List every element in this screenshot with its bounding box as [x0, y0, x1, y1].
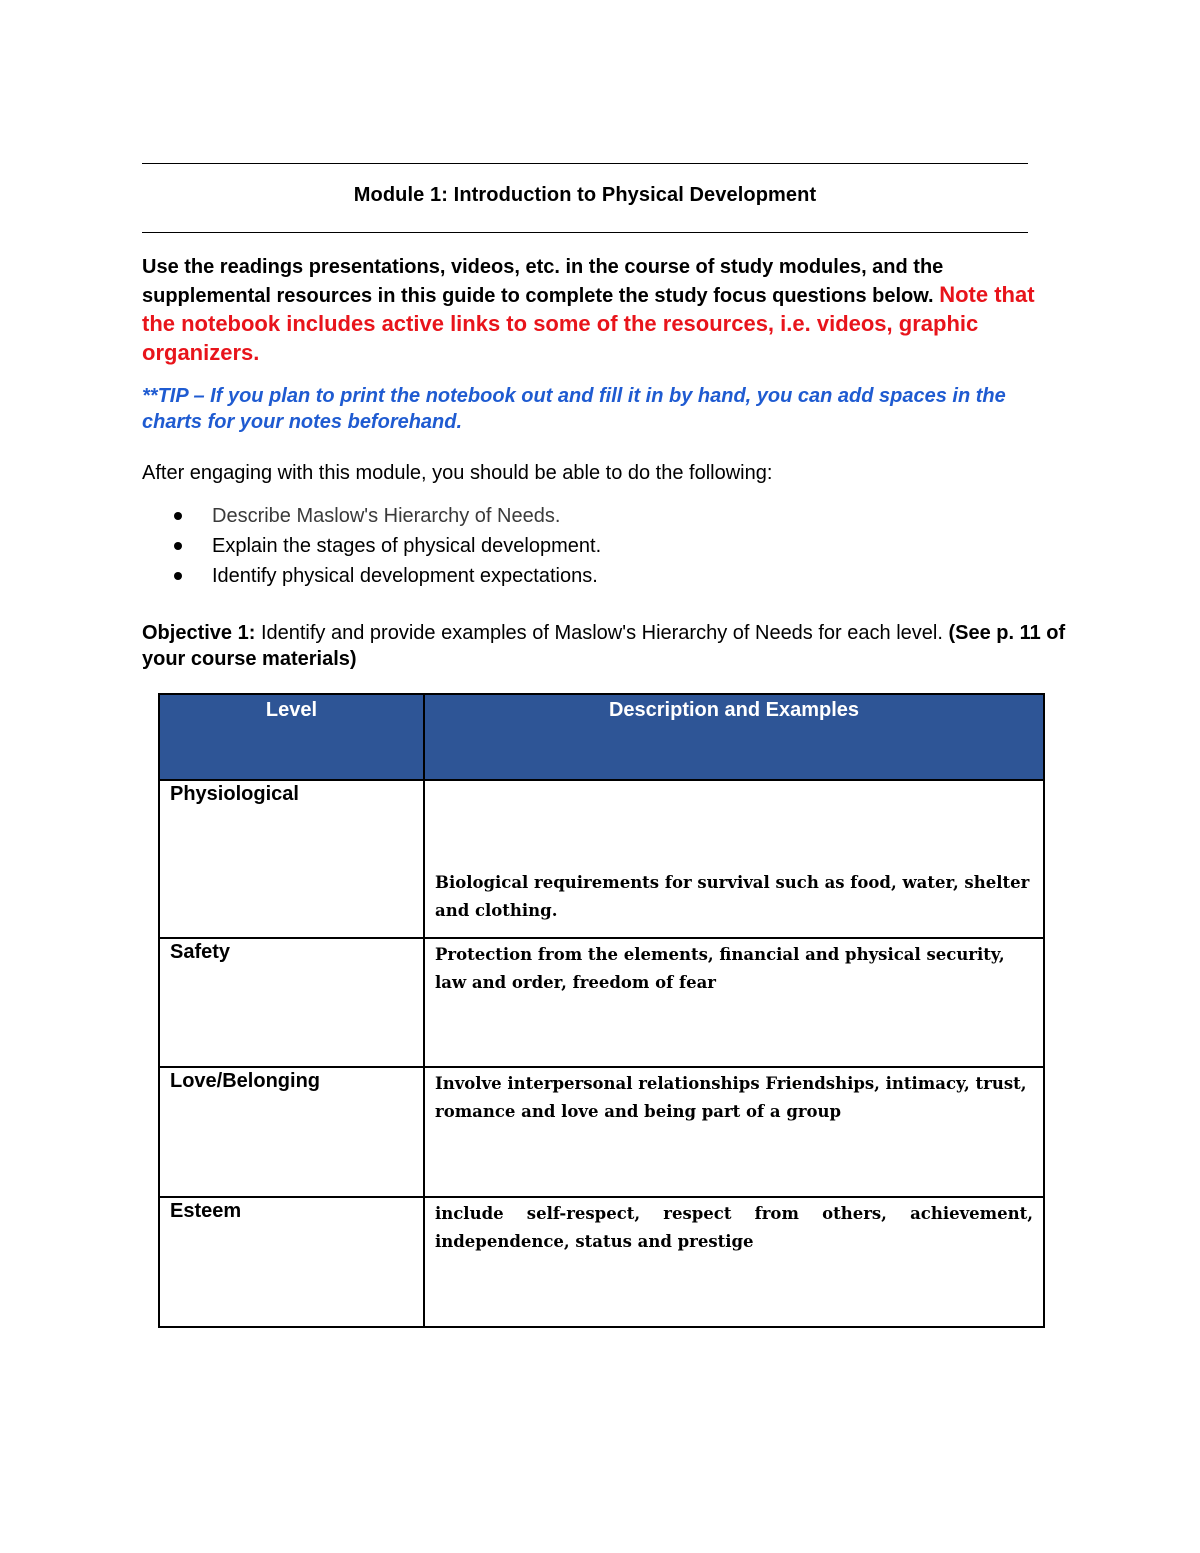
level-cell: Safety — [159, 938, 424, 1067]
table-row — [159, 938, 1044, 1067]
bullet-icon — [174, 572, 182, 580]
description-cell: Involve interpersonal relationships Friendships, intimacy, trust, romance and love and being part of a group — [424, 1067, 1044, 1197]
list-item-text: Identify physical development expectations. — [212, 565, 598, 587]
header-level: Level — [159, 694, 424, 780]
list-item — [142, 503, 601, 533]
objectives-intro: After engaging with this module, you should be able to do the following: — [142, 462, 773, 484]
list-item — [142, 563, 601, 593]
objective-label: Objective 1: — [142, 622, 256, 644]
bullet-icon — [174, 512, 182, 520]
objective-reference: (See p. 11 of your course materials) — [142, 622, 1066, 670]
maslow-table — [158, 693, 1045, 1328]
header-description: Description and Examples — [424, 694, 1044, 780]
level-cell: Love/Belonging — [159, 1067, 424, 1197]
description-cell: include self-respect, respect from others, achievement, independence, status and prestige — [424, 1197, 1044, 1327]
table-row — [159, 780, 1044, 938]
list-item-text: Describe Maslow's Hierarchy of Needs. — [212, 505, 561, 527]
objectives-list — [142, 503, 601, 593]
intro-note: Note that the notebook includes active links to some of the resources, i.e. videos, graphic organizers. — [142, 282, 1035, 365]
top-rule — [142, 163, 1028, 164]
objective-text: Identify and provide examples of Maslow's Hierarchy of Needs for each level. — [260, 622, 943, 644]
intro-text: Use the readings presentations, videos, etc. in the course of study modules, and the supplemental resources in this guide to complete the study focus questions below. — [142, 256, 944, 307]
table-row — [159, 1067, 1044, 1197]
tip-text: **TIP – If you plan to print the notebook out and fill it in by hand, you can add spaces in the charts for your notes beforehand. — [142, 385, 1006, 433]
table-row — [159, 1197, 1044, 1327]
level-cell: Esteem — [159, 1197, 424, 1327]
table-header-row — [159, 694, 1044, 780]
title-rule — [142, 232, 1028, 233]
objective-1 — [142, 620, 1072, 672]
bullet-icon — [174, 542, 182, 550]
page-title: Module 1: Introduction to Physical Development — [353, 184, 817, 206]
list-item-text: Explain the stages of physical development. — [212, 535, 602, 557]
list-item — [142, 533, 601, 563]
description-cell: Protection from the elements, financial and physical security, law and order, freedom of fear — [424, 938, 1044, 1067]
level-cell: Physiological — [159, 780, 424, 938]
intro-paragraph — [142, 254, 1072, 368]
description-cell: Biological requirements for survival such as food, water, shelter and clothing. — [424, 780, 1044, 938]
